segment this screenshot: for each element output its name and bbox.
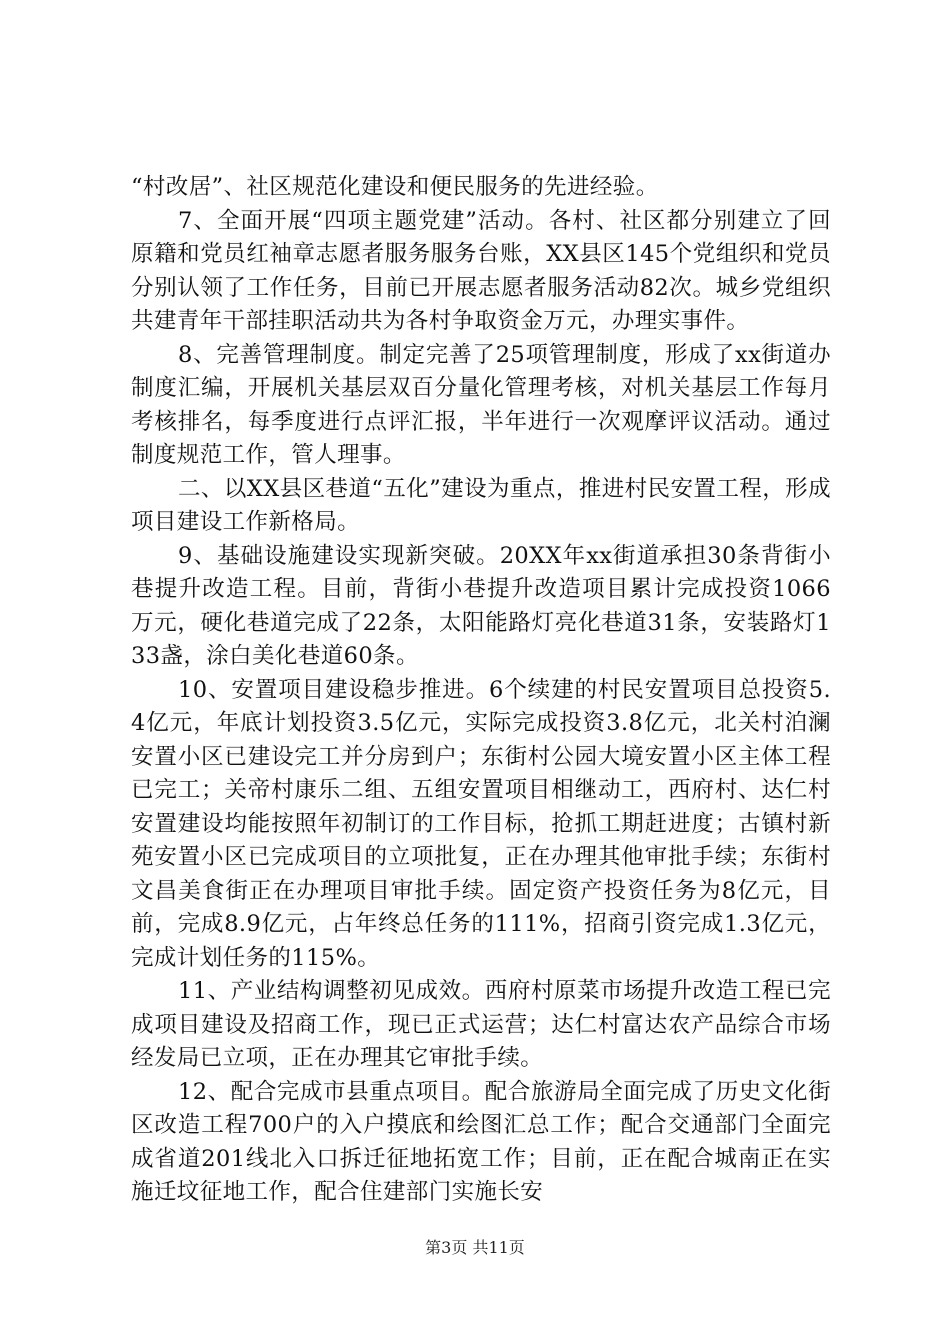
paragraph-item-8: 8、完善管理制度。制定完善了25项管理制度，形成了xx街道办制度汇编，开展机关基层双百分量化管理考核，对机关基层工作每月考核排名，每季度进行点评汇报，半年进行一次观摩评议活动。通过制度规范工作，管人理事。 [131,341,831,468]
paragraph-item-12: 12、配合完成市县重点项目。配合旅游局全面完成了历史文化街区改造工程700户的入户摸底和绘图汇总工作；配合交通部门全面完成省道201线北入口拆迁征地拓宽工作；目前，正在配合城南正在实施迁坟征地工作，配合住建部门实施长安 [131,1078,831,1205]
document-body [131,171,831,1210]
paragraph-item-7: 7、全面开展“四项主题党建”活动。各村、社区都分别建立了回原籍和党员红袖章志愿者服务服务台账，XX县区145个党组织和党员分别认领了工作任务，目前已开展志愿者服务活动82次。城乡党组织共建青年干部挂职活动共为各村争取资金万元，办理实事件。 [131,207,831,334]
paragraph-item-10: 10、安置项目建设稳步推进。6个续建的村民安置项目总投资5.4亿元，年底计划投资3.5亿元，实际完成投资3.8亿元，北关村泊澜安置小区已建设完工并分房到户；东街村公园大境安置小区主体工程已完工；关帝村康乐二组、五组安置项目相继动工，西府村、达仁村安置建设均能按照年初制订的工作目标，抢抓工期赶进度；古镇村新苑安置小区已完成项目的立项批复，正在办理其他审批手续；东街村文昌美食街正在办理项目审批手续。固定资产投资任务为8亿元，目前，完成8.9亿元，占年终总任务的111%，招商引资完成1.3亿元，完成计划任务的115%。 [131,676,831,971]
page-number-footer: 第3页 共11页 [425,1238,525,1257]
paragraph-continuation: “村改居”、社区规范化建设和便民服务的先进经验。 [131,174,659,200]
section-heading-2: 二、以XX县区巷道“五化”建设为重点，推进村民安置工程，形成项目建设工作新格局。 [131,475,831,535]
paragraph-item-11: 11、产业结构调整初见成效。西府村原菜市场提升改造工程已完成项目建设及招商工作，现已正式运营；达仁村富达农产品综合市场经发局已立项，正在办理其它审批手续。 [131,978,831,1071]
paragraph-item-9: 9、基础设施建设实现新突破。20XX年xx街道承担30条背街小巷提升改造工程。目前，背街小巷提升改造项目累计完成投资1066万元，硬化巷道完成了22条，太阳能路灯亮化巷道31条，安装路灯133盏，涂白美化巷道60条。 [131,542,831,669]
